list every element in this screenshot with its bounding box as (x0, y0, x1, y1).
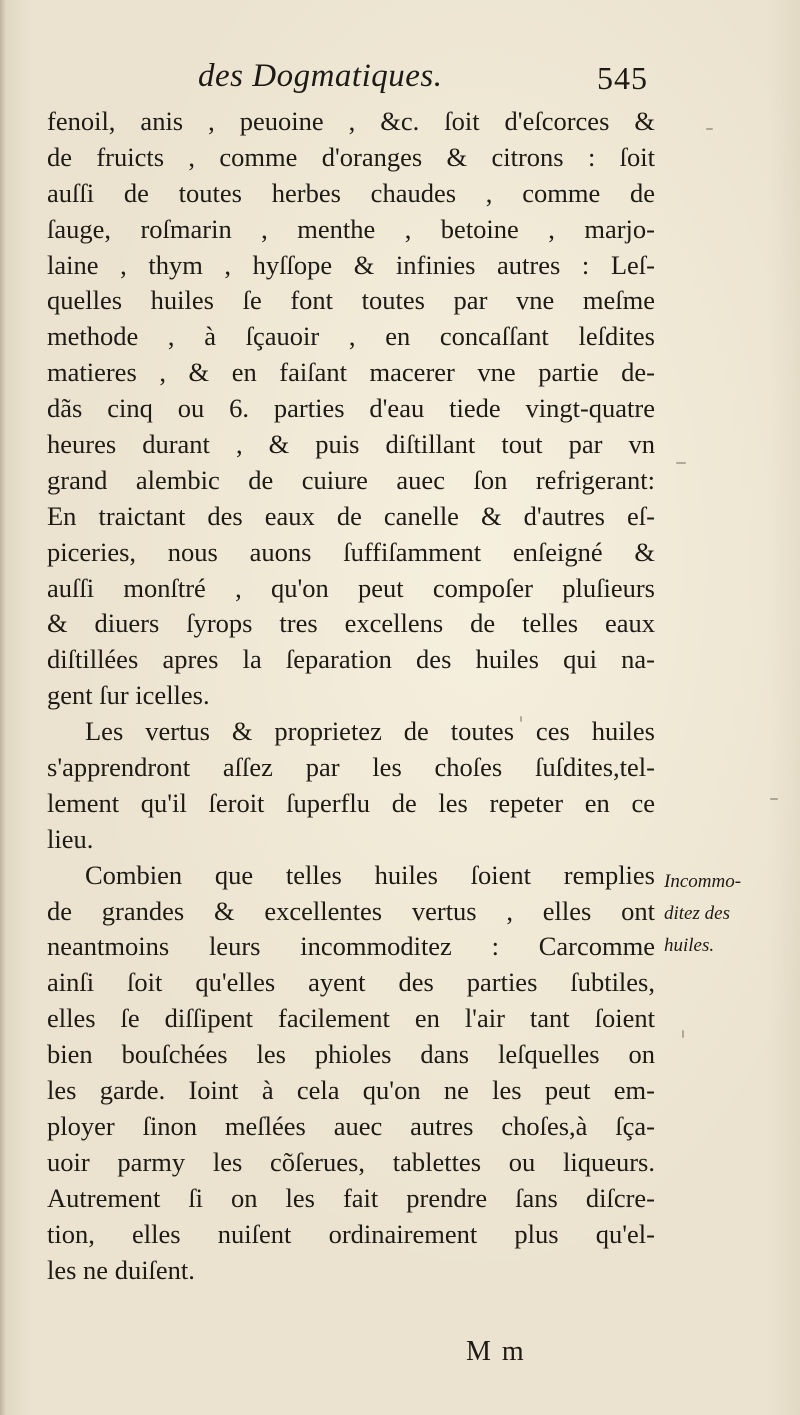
text-line: methode , à ſçauoir , en concaſſant leſdites (47, 321, 655, 352)
paper-speck (706, 128, 713, 130)
running-head (0, 58, 800, 102)
text-line: de grandes & excellentes vertus , elles ont (47, 895, 655, 926)
text-line: tion, elles nuiſent ordinairement plus qu'el- (47, 1218, 655, 1249)
text-line: elles ſe diſſipent facilement en l'air tant ſoient (47, 1003, 655, 1034)
paragraph-end-line: lieu. (47, 823, 94, 854)
text-line: matieres , & en faiſant macerer vne partie de- (47, 357, 655, 388)
text-line: bien bouſchées les phioles dans leſquelles on (47, 1039, 655, 1070)
text-line: piceries, nous auons ſuffiſamment enſeigné & (47, 536, 655, 567)
text-line: auſſi monſtré , qu'on peut compoſer pluſieurs (47, 572, 655, 603)
body-text (47, 104, 655, 1288)
text-line: diſtillées apres la ſeparation des huiles qui na- (47, 644, 655, 675)
text-line: uoir parmy les cõſerues, tablettes ou liqueurs. (47, 1146, 655, 1177)
text-line: de fruicts , comme d'oranges & citrons : ſoit (47, 141, 655, 172)
paper-speck (770, 798, 778, 800)
text-line: ployer ſinon meſlées auec autres choſes,à ſça- (47, 1110, 655, 1141)
margin-note-line: huiles. (664, 935, 715, 956)
text-line: neantmoins leurs incommoditez : Carcomme (47, 931, 655, 962)
paragraph-end-line: les ne duiſent. (47, 1254, 195, 1285)
text-line: ſauge, roſmarin , menthe , betoine , marjo- (47, 213, 655, 244)
signature-mark: M m (466, 1336, 526, 1367)
text-line: heures durant , & puis diſtillant tout par vn (47, 429, 655, 460)
text-line: & diuers ſyrops tres excellens de telles eaux (47, 608, 655, 639)
paragraph-start-line: Les vertus & proprietez de toutes ces huiles (85, 716, 655, 747)
text-line: lement qu'il ſeroit ſuperflu de les repeter en ce (47, 787, 655, 818)
paragraph-end-line: gent ſur icelles. (47, 680, 210, 711)
running-title: des Dogmatiques. (198, 58, 443, 94)
text-line: En traictant des eaux de canelle & d'autres eſ- (47, 500, 655, 531)
text-line: Autrement ſi on les fait prendre ſans diſcre- (47, 1182, 655, 1213)
page-number: 545 (597, 60, 648, 96)
text-line: fenoil, anis , peuoine , &c. ſoit d'eſcorces & (47, 106, 655, 136)
margin-note-line: Incommo- (664, 871, 742, 892)
text-line: dãs cinq ou 6. parties d'eau tiede vingt-quatre (47, 393, 655, 424)
margin-note-line: ditez des (664, 903, 730, 924)
text-line: les garde. Ioint à cela qu'on ne les peut em- (47, 1075, 655, 1106)
paragraph-start-line: Combien que telles huiles ſoient remplies (85, 859, 655, 890)
paper-speck (676, 462, 686, 464)
text-line: quelles huiles ſe font toutes par vne meſme (47, 285, 655, 316)
text-line: auſſi de toutes herbes chaudes , comme de (47, 177, 655, 208)
margin-note (664, 866, 789, 962)
text-line: s'apprendront aſſez par les choſes ſuſdites,tel- (47, 752, 655, 783)
text-line: grand alembic de cuiure auec ſon refrigerant: (47, 464, 655, 495)
paper-speck (520, 716, 522, 722)
text-line: ainſi ſoit qu'elles ayent des parties ſubtiles, (47, 967, 655, 998)
text-line: laine , thym , hyſſope & infinies autres : Leſ- (47, 249, 655, 280)
paper-speck (682, 1030, 684, 1038)
page-edge (0, 0, 6, 1415)
